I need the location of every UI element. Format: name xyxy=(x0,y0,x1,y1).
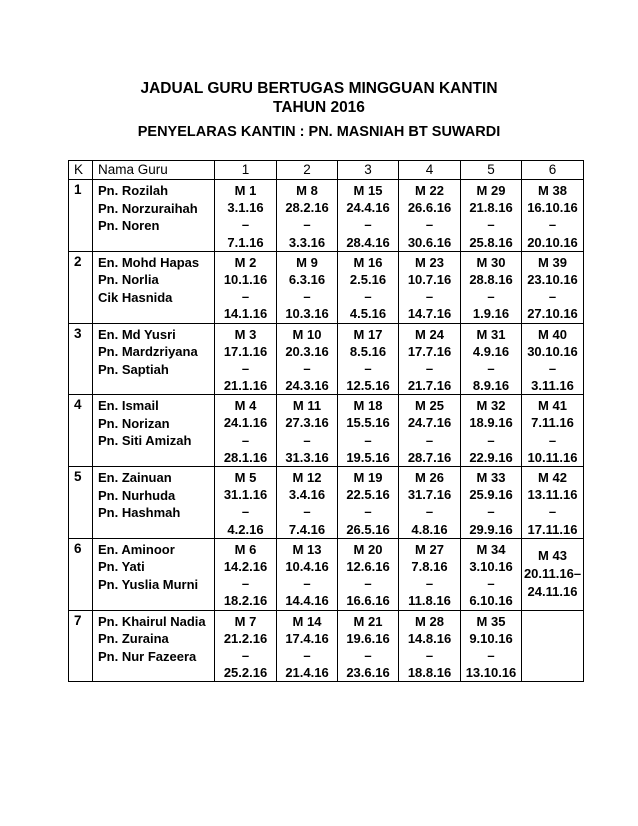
teacher-name: Pn. Nur Fazeera xyxy=(98,648,197,664)
end-date: 21.4.16 xyxy=(285,665,329,681)
week-number: M 28 xyxy=(415,613,444,629)
teacher-name: Pn. Yati xyxy=(98,559,145,575)
empty-cell xyxy=(522,610,584,682)
teacher-name: Pn. Norizan xyxy=(98,415,170,431)
teacher-name: Pn. Mardzriyana xyxy=(98,344,198,359)
teacher-name: En. Ismail xyxy=(98,398,159,414)
date-separator: – xyxy=(241,576,250,592)
date-separator: – xyxy=(241,289,250,305)
date-separator: – xyxy=(425,360,434,376)
week-cell xyxy=(399,323,461,395)
week-cell xyxy=(338,610,399,682)
week-number: M 21 xyxy=(353,613,383,629)
teacher-name: En. Md Yusri xyxy=(98,326,176,342)
week-cell xyxy=(399,395,461,467)
teacher-names xyxy=(93,395,215,467)
date-separator: – xyxy=(548,360,557,376)
table-row xyxy=(69,251,584,323)
row-number: 4 xyxy=(69,395,93,467)
week-number: M 8 xyxy=(296,183,318,198)
week-number: M 42 xyxy=(538,470,567,485)
week-cell xyxy=(277,251,338,323)
start-date: 15.5.16 xyxy=(346,415,390,431)
start-date: 3.10.16 xyxy=(469,558,513,574)
start-date: 26.6.16 xyxy=(407,200,452,216)
table-row xyxy=(69,610,584,682)
week-number: M 4 xyxy=(234,398,257,414)
start-date: 10.7.16 xyxy=(407,271,452,287)
end-date: 7.1.16 xyxy=(227,234,264,250)
week-cell xyxy=(522,251,584,323)
week-number: M 10 xyxy=(292,326,322,342)
start-date: 7.11.16 xyxy=(531,415,574,431)
date-separator: – xyxy=(364,576,372,592)
week-number: M 1 xyxy=(234,183,257,198)
week-number: M 32 xyxy=(476,398,506,414)
date-range: 24.11.16 xyxy=(527,584,578,600)
teacher-name: Cik Hasnida xyxy=(98,289,173,305)
start-date: 28.8.16 xyxy=(469,271,513,287)
date-separator: – xyxy=(425,576,434,592)
date-separator: – xyxy=(303,289,311,305)
date-separator: – xyxy=(364,647,372,663)
week-number: M 18 xyxy=(353,398,383,414)
teacher-name: Pn. Yuslia Murni xyxy=(98,576,199,592)
table-row xyxy=(69,395,584,467)
week-cell xyxy=(522,467,584,539)
week-number: M 22 xyxy=(415,183,444,198)
week-number: M 35 xyxy=(476,613,506,629)
date-separator: – xyxy=(241,432,250,448)
document-year: TAHUN 2016 xyxy=(273,99,365,116)
header-col-4: 4 xyxy=(399,161,461,180)
end-date: 30.6.16 xyxy=(407,234,452,250)
start-date: 14.2.16 xyxy=(223,558,268,574)
week-cell xyxy=(338,538,399,610)
week-cell xyxy=(461,180,522,252)
start-date: 21.2.16 xyxy=(223,630,268,646)
end-date: 3.3.16 xyxy=(288,234,326,250)
end-date: 23.6.16 xyxy=(346,665,390,681)
teacher-name: En. Mohd Hapas xyxy=(98,254,200,270)
week-cell xyxy=(215,538,277,610)
start-date: 8.5.16 xyxy=(349,343,387,359)
coordinator-line: PENYELARAS KANTIN : PN. MASNIAH BT SUWARDI xyxy=(137,124,501,140)
end-date: 11.8.16 xyxy=(408,593,451,609)
date-separator: – xyxy=(364,217,372,233)
week-cell xyxy=(399,180,461,252)
teacher-names xyxy=(93,610,215,682)
header-col-6: 6 xyxy=(522,161,584,180)
header-col-3: 3 xyxy=(338,161,399,180)
week-cell xyxy=(522,323,584,395)
teacher-name: Pn. Saptiah xyxy=(98,361,169,377)
date-separator: – xyxy=(364,432,372,448)
end-date: 25.8.16 xyxy=(469,234,513,250)
end-date: 21.1.16 xyxy=(223,378,268,394)
start-date: 30.10.16 xyxy=(527,343,578,359)
row-number: 1 xyxy=(69,180,93,252)
date-separator: – xyxy=(487,647,495,663)
teacher-name: En. Zainuan xyxy=(98,470,172,485)
week-cell xyxy=(461,467,522,539)
date-separator: – xyxy=(425,217,434,233)
start-date: 2.5.16 xyxy=(349,271,387,287)
row-number: 3 xyxy=(69,323,93,395)
week-number: M 6 xyxy=(234,541,257,557)
week-number: M 27 xyxy=(415,541,444,557)
date-separator: – xyxy=(425,432,434,448)
week-number: M 11 xyxy=(292,398,322,414)
week-number: M 43 xyxy=(538,548,567,564)
week-number: M 5 xyxy=(234,470,257,485)
end-date: 18.2.16 xyxy=(223,593,268,609)
teacher-name: Pn. Nurhuda xyxy=(98,487,176,503)
end-date: 10.3.16 xyxy=(285,306,329,322)
teacher-name: Pn. Zuraina xyxy=(98,631,169,646)
date-separator: – xyxy=(425,647,434,663)
teacher-name: Pn. Rozilah xyxy=(98,183,169,198)
end-date: 6.10.16 xyxy=(469,593,513,609)
row-number: 6 xyxy=(69,538,93,610)
table-row xyxy=(69,180,584,252)
week-cell xyxy=(461,610,522,682)
end-date: 4.5.16 xyxy=(349,306,387,322)
start-date: 31.7.16 xyxy=(407,487,452,503)
week-cell xyxy=(522,180,584,252)
week-cell xyxy=(215,251,277,323)
start-date: 27.3.16 xyxy=(285,415,329,431)
date-separator: – xyxy=(487,360,495,376)
week-number: M 20 xyxy=(353,541,383,557)
week-cell xyxy=(461,538,522,610)
end-date: 14.7.16 xyxy=(407,306,452,322)
end-date: 29.9.16 xyxy=(469,521,513,537)
date-separator: – xyxy=(425,504,434,520)
start-date: 18.9.16 xyxy=(469,415,513,431)
week-number: M 41 xyxy=(538,398,567,414)
week-number: M 25 xyxy=(415,398,444,414)
end-date: 28.1.16 xyxy=(223,449,268,465)
date-separator: – xyxy=(548,432,557,448)
end-date: 27.10.16 xyxy=(527,306,578,322)
week-cell xyxy=(215,467,277,539)
week-cell xyxy=(461,251,522,323)
date-separator: – xyxy=(303,360,311,376)
week-number: M 9 xyxy=(296,254,318,270)
week-cell xyxy=(277,180,338,252)
start-date: 24.7.16 xyxy=(407,415,452,431)
date-separator: – xyxy=(548,289,557,305)
week-cell xyxy=(277,467,338,539)
date-separator: – xyxy=(487,504,495,520)
start-date: 3.4.16 xyxy=(288,487,326,503)
end-date: 4.8.16 xyxy=(411,521,448,537)
week-number: M 29 xyxy=(476,183,506,198)
end-date: 1.9.16 xyxy=(472,306,510,322)
teacher-names xyxy=(93,467,215,539)
teacher-names xyxy=(93,251,215,323)
teacher-name: Pn. Hashmah xyxy=(98,505,181,520)
week-number: M 31 xyxy=(476,326,506,342)
row-number: 5 xyxy=(69,467,93,539)
end-date: 31.3.16 xyxy=(285,449,329,465)
end-date: 18.8.16 xyxy=(407,665,452,681)
week-number: M 19 xyxy=(353,470,383,485)
start-date: 4.9.16 xyxy=(472,343,510,359)
date-separator: – xyxy=(425,289,434,305)
date-separator: – xyxy=(241,504,250,520)
start-date: 24.4.16 xyxy=(346,200,390,216)
week-cell xyxy=(215,323,277,395)
week-cell xyxy=(461,395,522,467)
end-date: 16.6.16 xyxy=(346,593,390,609)
week-cell xyxy=(461,323,522,395)
start-date: 17.7.16 xyxy=(407,343,452,359)
week-cell xyxy=(399,467,461,539)
week-cell xyxy=(522,538,584,610)
week-number: M 34 xyxy=(476,541,506,557)
end-date: 17.11.16 xyxy=(527,521,578,537)
header-k: K xyxy=(69,161,93,180)
week-number: M 33 xyxy=(476,470,506,485)
start-date: 10.1.16 xyxy=(223,271,268,287)
row-number: 7 xyxy=(69,610,93,682)
teacher-name: En. Aminoor xyxy=(98,541,175,557)
week-number: M 17 xyxy=(353,326,383,342)
start-date: 25.9.16 xyxy=(469,487,513,503)
end-date: 3.11.16 xyxy=(531,378,574,394)
week-cell xyxy=(399,538,461,610)
start-date: 19.6.16 xyxy=(346,630,390,646)
teacher-names xyxy=(93,538,215,610)
end-date: 7.4.16 xyxy=(288,521,326,537)
week-number: M 30 xyxy=(476,254,506,270)
date-separator: – xyxy=(548,504,557,520)
start-date: 31.1.16 xyxy=(223,487,268,503)
week-number: M 16 xyxy=(353,254,383,270)
end-date: 8.9.16 xyxy=(472,378,510,394)
week-cell xyxy=(215,180,277,252)
start-date: 23.10.16 xyxy=(527,271,578,287)
date-separator: – xyxy=(364,360,372,376)
week-cell xyxy=(277,610,338,682)
end-date: 14.1.16 xyxy=(223,306,268,322)
week-number: M 40 xyxy=(538,326,567,342)
week-number: M 38 xyxy=(538,183,567,198)
teacher-name: Pn. Noren xyxy=(98,218,160,233)
week-number: M 2 xyxy=(234,254,257,270)
start-date: 22.5.16 xyxy=(346,487,390,503)
date-separator: – xyxy=(303,504,311,520)
week-cell xyxy=(215,610,277,682)
week-number: M 13 xyxy=(292,541,322,557)
duty-roster-table xyxy=(68,160,584,682)
week-number: M 15 xyxy=(353,183,383,198)
start-date: 28.2.16 xyxy=(285,200,329,216)
end-date: 4.2.16 xyxy=(227,521,264,537)
date-separator: – xyxy=(548,217,557,233)
header-col-1: 1 xyxy=(215,161,277,180)
end-date: 22.9.16 xyxy=(469,449,513,465)
start-date: 14.8.16 xyxy=(407,630,452,646)
week-cell xyxy=(399,610,461,682)
teacher-names xyxy=(93,180,215,252)
teacher-name: Pn. Norzuraihah xyxy=(98,200,198,216)
date-separator: – xyxy=(303,647,311,663)
date-separator: – xyxy=(303,576,311,592)
date-range: 20.11.16– xyxy=(523,566,582,582)
week-number: M 3 xyxy=(234,326,257,342)
date-separator: – xyxy=(487,217,495,233)
document-title: JADUAL GURU BERTUGAS MINGGUAN KANTIN xyxy=(140,80,498,97)
start-date: 17.4.16 xyxy=(285,630,329,646)
week-cell xyxy=(338,251,399,323)
week-number: M 14 xyxy=(292,613,322,629)
start-date: 10.4.16 xyxy=(285,558,329,574)
header-col-5: 5 xyxy=(461,161,522,180)
start-date: 7.8.16 xyxy=(411,558,448,574)
table-header-row xyxy=(69,161,584,180)
start-date: 3.1.16 xyxy=(227,200,264,216)
start-date: 21.8.16 xyxy=(469,200,513,216)
end-date: 24.3.16 xyxy=(285,378,329,394)
row-number: 2 xyxy=(69,251,93,323)
week-cell xyxy=(277,538,338,610)
start-date: 17.1.16 xyxy=(223,343,268,359)
teacher-name: Pn. Siti Amizah xyxy=(98,433,192,449)
start-date: 6.3.16 xyxy=(288,271,326,287)
table-row xyxy=(69,323,584,395)
start-date: 9.10.16 xyxy=(469,630,513,646)
end-date: 25.2.16 xyxy=(223,665,268,681)
week-cell xyxy=(338,180,399,252)
date-separator: – xyxy=(303,432,311,448)
week-cell xyxy=(215,395,277,467)
date-separator: – xyxy=(241,360,250,376)
date-separator: – xyxy=(487,576,495,592)
start-date: 24.1.16 xyxy=(223,415,268,431)
week-number: M 24 xyxy=(415,326,444,342)
date-separator: – xyxy=(364,504,372,520)
end-date: 26.5.16 xyxy=(346,521,390,537)
date-separator: – xyxy=(241,647,250,663)
week-number: M 39 xyxy=(538,254,567,270)
end-date: 19.5.16 xyxy=(346,449,390,465)
table-row xyxy=(69,538,584,610)
header-col-2: 2 xyxy=(277,161,338,180)
date-separator: – xyxy=(303,217,311,233)
start-date: 16.10.16 xyxy=(527,200,578,216)
start-date: 20.3.16 xyxy=(285,343,329,359)
end-date: 13.10.16 xyxy=(465,665,517,681)
end-date: 12.5.16 xyxy=(346,378,390,394)
teacher-name: Pn. Khairul Nadia xyxy=(98,613,206,629)
date-separator: – xyxy=(487,289,495,305)
date-separator: – xyxy=(364,289,372,305)
end-date: 28.4.16 xyxy=(346,234,390,250)
week-number: M 23 xyxy=(415,254,444,270)
date-separator: – xyxy=(487,432,495,448)
week-cell xyxy=(338,467,399,539)
week-cell xyxy=(522,395,584,467)
end-date: 14.4.16 xyxy=(285,593,329,609)
end-date: 20.10.16 xyxy=(527,234,578,250)
teacher-names xyxy=(93,323,215,395)
table-row xyxy=(69,467,584,539)
end-date: 10.11.16 xyxy=(527,449,578,465)
end-date: 28.7.16 xyxy=(407,449,452,465)
week-cell xyxy=(399,251,461,323)
end-date: 21.7.16 xyxy=(407,378,452,394)
week-cell xyxy=(338,395,399,467)
week-number: M 7 xyxy=(234,613,257,629)
week-cell xyxy=(277,323,338,395)
week-number: M 26 xyxy=(415,470,444,485)
week-cell xyxy=(338,323,399,395)
week-cell xyxy=(277,395,338,467)
teacher-name: Pn. Norlia xyxy=(98,272,159,288)
header-nama-guru: Nama Guru xyxy=(93,161,215,180)
week-number: M 12 xyxy=(292,470,322,485)
date-separator: – xyxy=(241,217,250,233)
start-date: 12.6.16 xyxy=(346,558,390,574)
start-date: 13.11.16 xyxy=(527,487,578,503)
